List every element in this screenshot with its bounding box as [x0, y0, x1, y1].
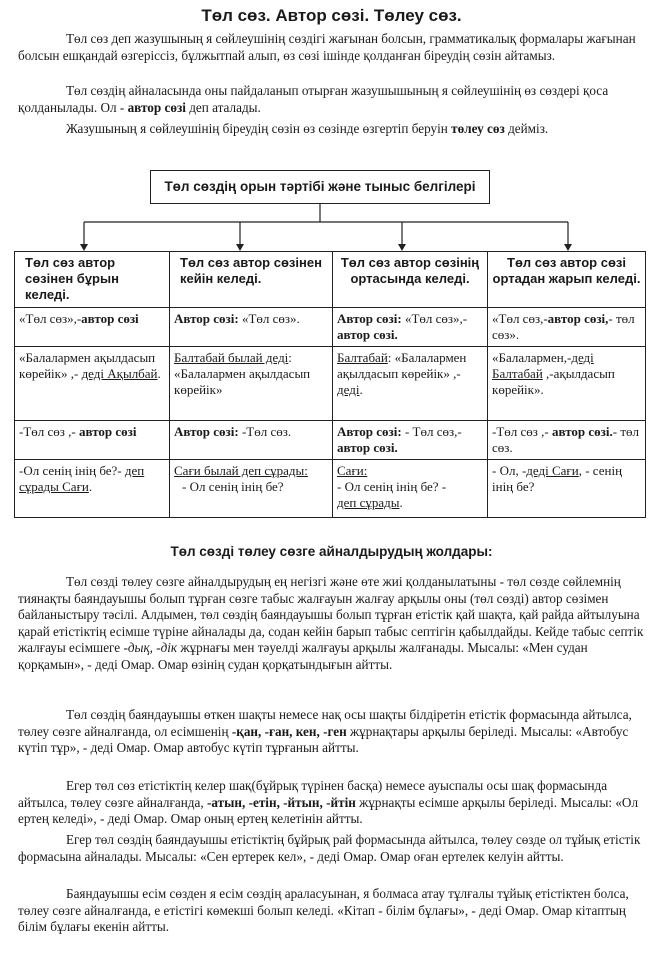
- table-cell: Автор сөзі: - Төл сөз,- автор сөзі.: [333, 421, 488, 460]
- header-cell: Төл сөз автор сөзінен бұрын келеді.: [15, 252, 170, 308]
- table-cell: Автор сөзі: «Төл сөз».: [170, 308, 333, 347]
- term-indirect-speech: төлеу сөз: [451, 121, 505, 136]
- table-row: [15, 308, 646, 347]
- table-row: [15, 460, 646, 518]
- intro-text-1: Төл сөз деп жазушының я сөйлеушінің сөздігі жағынан болсын, грамматикалық формалары жағынан болсын ешқандай өзгеріссіз, бұлжытпай алып, өз сөзі ішінде қолданған біреудің сөзін айтамыз.: [18, 31, 636, 63]
- header-cell: Төл сөз автор сөзі ортадан жарып келеді.: [488, 252, 646, 308]
- table-cell: Балтабай былай деді: «Балалармен ақылдасып көрейік»: [170, 347, 333, 421]
- header-cell: Төл сөз автор сөзінің ортасында келеді.: [333, 252, 488, 308]
- table-row: [15, 347, 646, 421]
- arrowhead-2: [236, 244, 244, 251]
- table-cell: - Ол, -деді Сағи, - сенің інің бе?: [488, 460, 646, 518]
- section-paragraph-4: Егер төл сөздің баяндауышы етістіктің бұйрық рай формасында айтылса, төлеу сөзде ол тұйық етістік формасына айналады. Мысалы: «Сен ертерек кел», - деді Омар. Омар оған ертелек келуін айтты.: [18, 832, 641, 864]
- table-cell: Сағи: - Ол сенің інің бе? - деп сұрады.: [333, 460, 488, 518]
- arrowhead-4: [564, 244, 572, 251]
- section-heading: Төл сөзді төлеу сөзге айналдырудың жолдары:: [170, 544, 493, 559]
- table-header-row: [15, 252, 646, 308]
- intro-text-2c: деп аталады.: [185, 100, 261, 115]
- diagram-root-box: Төл сөздің орын тәртібі және тыныс белгілері: [150, 170, 490, 204]
- section-paragraph-3: Егер төл сөз етістіктің келер шақ(бұйрық түрінен басқа) немесе ауыспалы осы шақ формасында айтылса, төлеу сөзге айналғанда, -атын, -етін, -йтын, -йтін жұрнақты есімше арқылы беріледі. Мысалы: «Ол ертең келеді», - деді Омар. Омар оның ертең келетінін айтты.: [18, 778, 639, 827]
- arrowhead-1: [80, 244, 88, 251]
- section-paragraph-1: Төл сөзді төлеу сөзге айналдырудың ең негізгі және өте жиі қолданылатыны - төл сөзде сөйлемнің тиянақты баяндауышы болып тұрған сөзге табыс жалғауын жалғау арқылы оны (төл сөзді) автор сөзімен байланыстыру тәсілі. Алдымен, төл сөздің баяндауышы болып тұрған етістік қай шақта, қай райда айтылуына қарай етістіктің есімше түріне айналады да, содан кейін барып табыс септігін қабылдайды. Кейде табыс септік жалғауы есімшеге -дық, -дік жұрнағы мен тәуелді жалғауы арқылы жалғанады. Мысалы: «Мен судан қорқамын», - деді Омар. Омар өзінің судан қорқатындығын айтты.: [18, 574, 644, 672]
- table-cell: «Төл сөз,-автор сөзі,- төл сөз».: [488, 308, 646, 347]
- intro-text-2a: Төл сөздің айналасында оны пайдаланып отырған жазушышының я сөйлеушінің өз сөздері қоса қолданылады. Ол -: [18, 83, 609, 115]
- table-cell: Автор сөзі: -Төл сөз.: [170, 421, 333, 460]
- table-cell: -Төл сөз ,- автор сөзі: [15, 421, 170, 460]
- section-paragraph-5: Баяндауышы есім сөзден я есім сөздің араласуынан, я болмаса атау тұлғалы тұйық етістіктен болса, төлеу сөзге айналғанда, е етістігі көмекші болып келеді. «Кітап - білім бұлағы», - деді Омар. Омар кітаптың білім бұлағы екенін айтты.: [18, 886, 629, 935]
- table-cell: -Төл сөз ,- автор сөзі.- төл сөз.: [488, 421, 646, 460]
- header-cell: Төл сөз автор сөзінен кейін келеді.: [170, 252, 333, 308]
- arrowhead-3: [398, 244, 406, 251]
- table-cell: «Төл сөз»,-автор сөзі: [15, 308, 170, 347]
- table-cell: «Балалармен,-деді Балтабай ,-ақылдасып көрейік».: [488, 347, 646, 421]
- page-title: Төл сөз. Автор сөзі. Төлеу сөз.: [201, 6, 462, 25]
- table-cell: -Ол сенің інің бе?- деп сұрады Сағи.: [15, 460, 170, 518]
- intro-text-3a: Жазушының я сөйлеушінің біреудің сөзін өз сөзінде өзгертіп беруін: [66, 121, 452, 136]
- section-paragraph-2: Төл сөздің баяндауышы өткен шақты немесе нақ осы шақты білдіретін етістік формасында айтылса, төлеу сөзге айналғанда, ол есімшенің -қан, -ған, кен, -ген жұрнақтары арқылы беріледі. Мысалы: «Автобус күтіп тұр», - деді Омар. Омар автобус күтіп тұрғанын айтты.: [18, 707, 632, 756]
- table-cell: Балтабай: «Балалармен ақылдасып көрейік» ,- деді.: [333, 347, 488, 421]
- table-row: [15, 421, 646, 460]
- term-author-words: автор сөзі: [127, 100, 186, 115]
- table-cell: Автор сөзі: «Төл сөз»,-автор сөзі.: [333, 308, 488, 347]
- punctuation-table: [14, 251, 646, 518]
- table-cell: «Балалармен ақылдасып көрейік» ,- деді Ақылбай.: [15, 347, 170, 421]
- intro-text-3c: дейміз.: [504, 121, 549, 136]
- diagram-connectors: [0, 0, 663, 260]
- table-cell: Сағи былай деп сұрады: - Ол сенің інің бе?: [170, 460, 333, 518]
